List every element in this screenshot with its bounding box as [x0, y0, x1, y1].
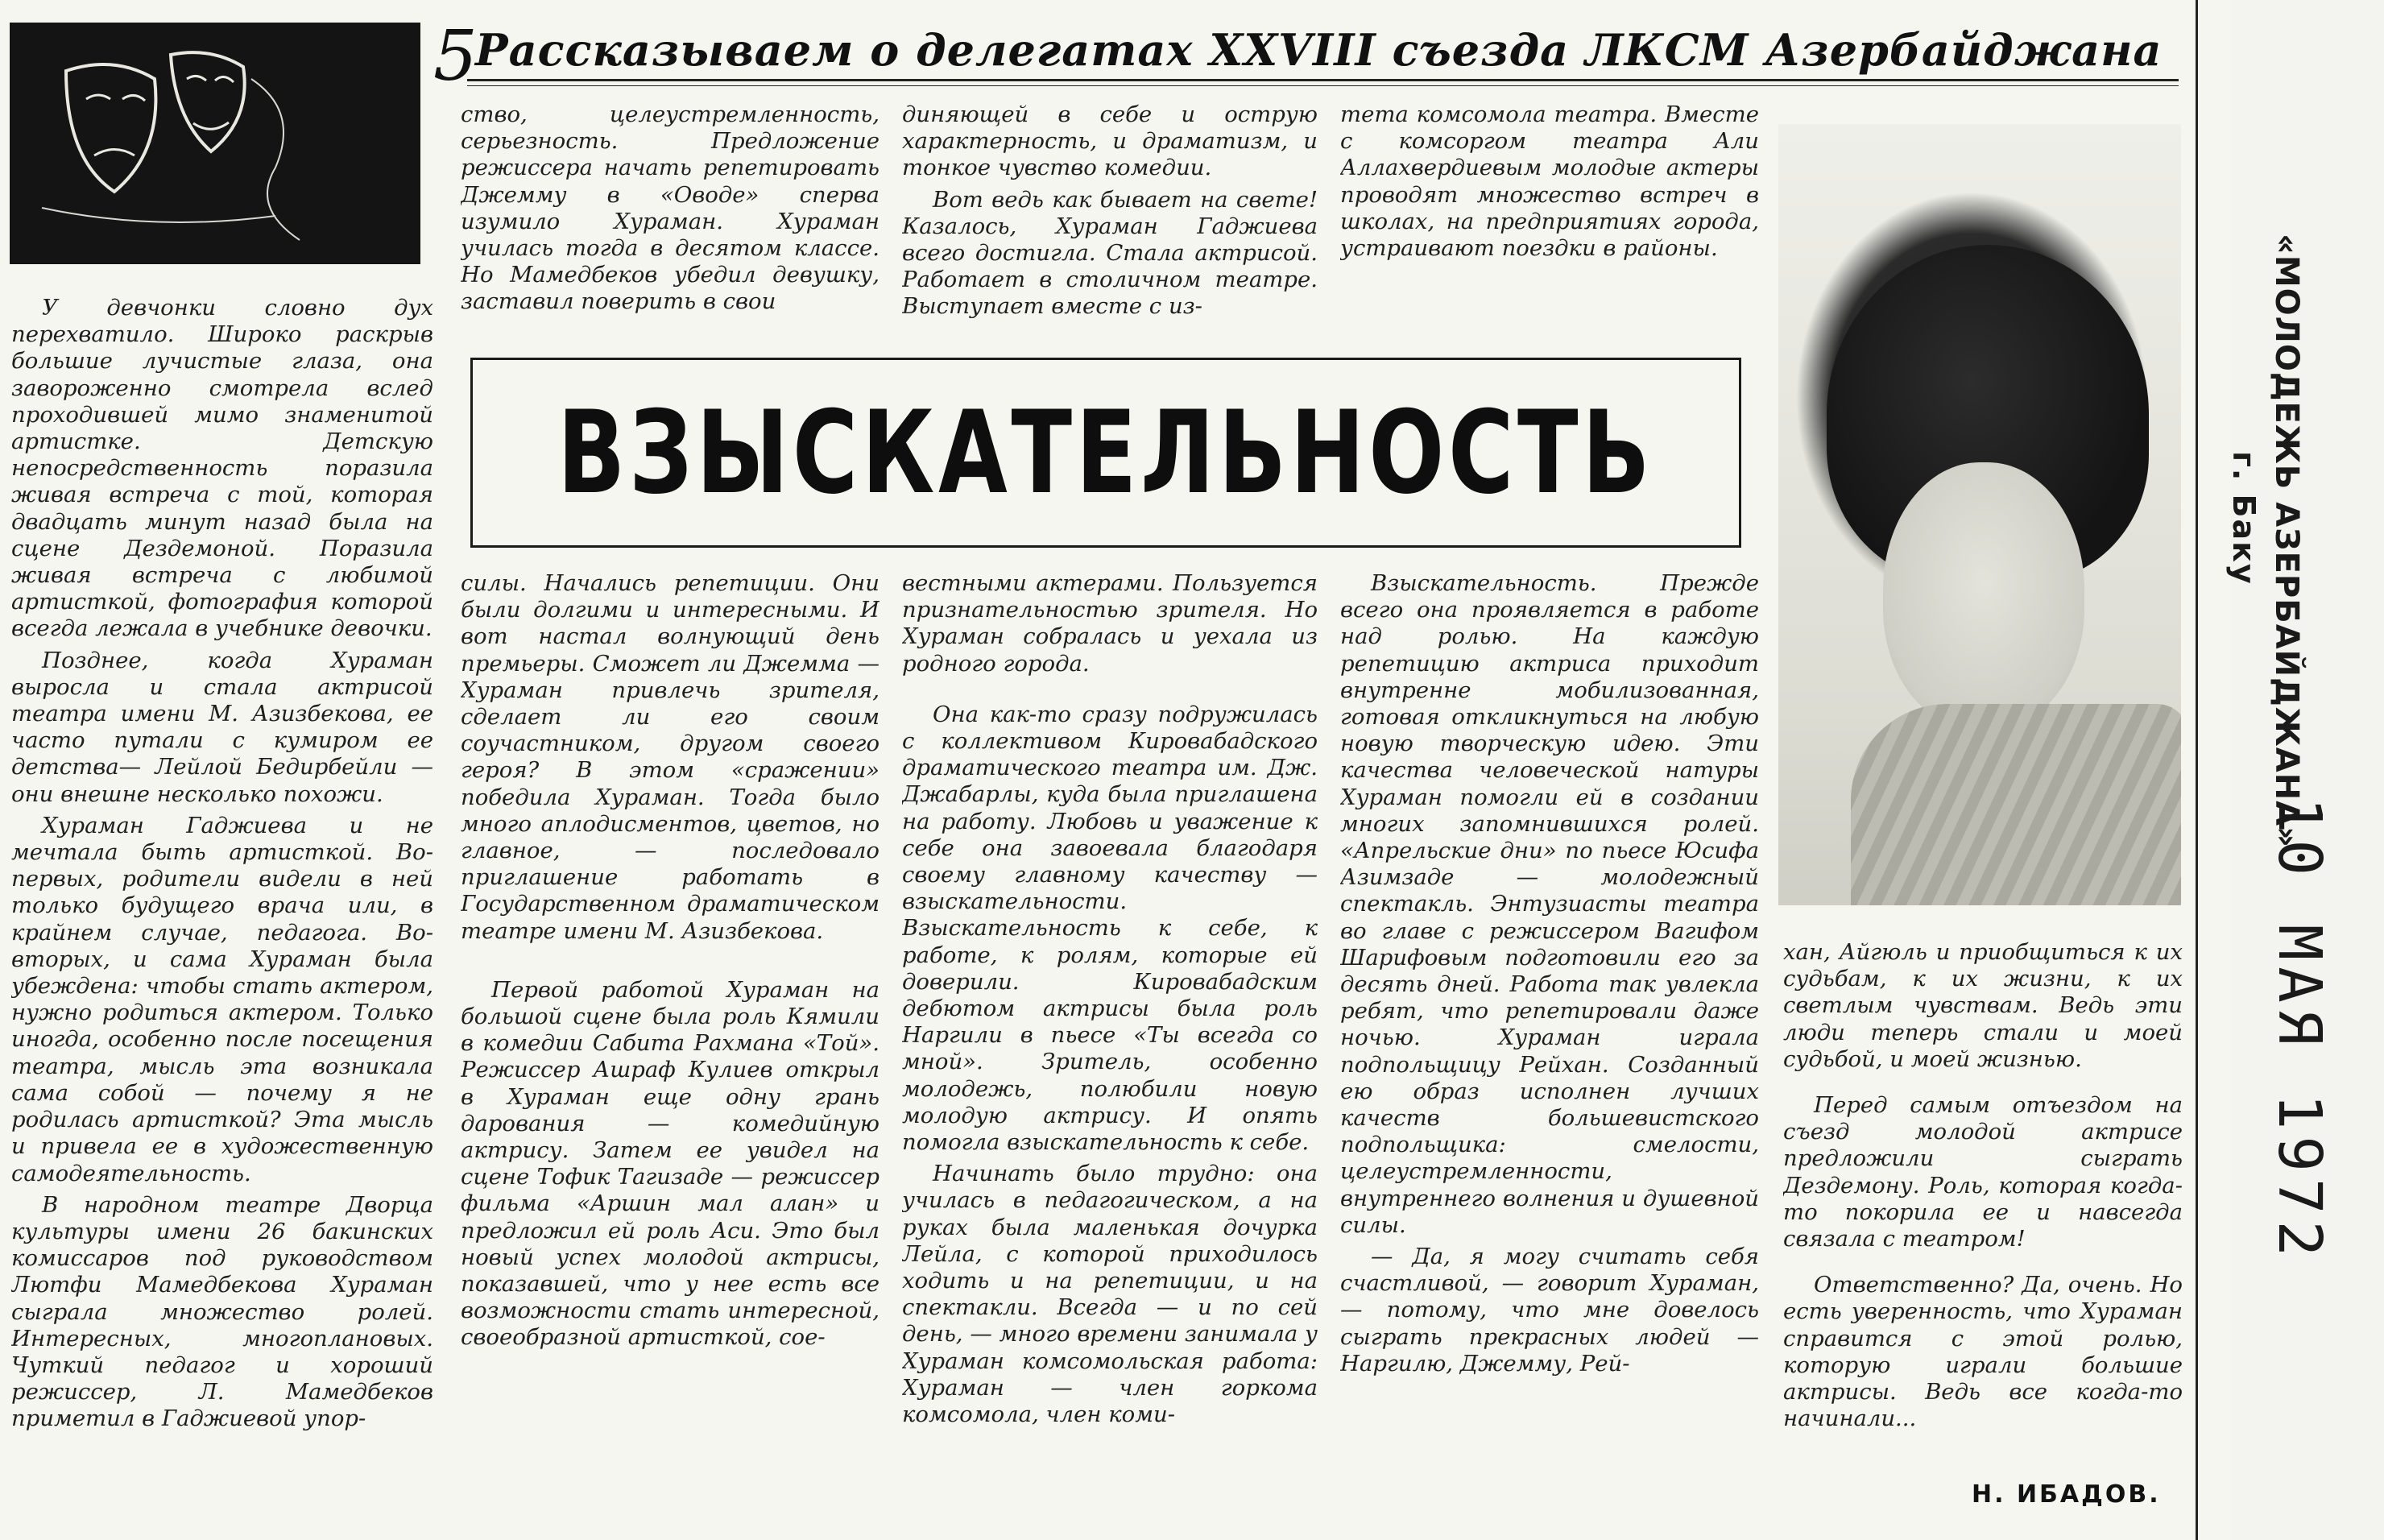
paragraph: Взыскательность. Прежде всего она проявляется в работе над ролью. На каждую репетицию актриса приходит внутренне мобилизованная, готовая откликнуться на любую новую творческую идею. Эти качества человеческой натуры Хураман помогли ей в создании многих запомнившихся ролей. «Апрельские дни» по пьесе Юсифа Азимзаде — молодежный спектакль. Энтузиасты театра во главе с режиссером Вагифом Шарифовым подготовили его за десять дней. Работа так увлекла ребят, что репетировали даже ночью. Хураман играла подпольщицу Рейхан. Созданный ею образ исполнен лучших качеств большевистского подпольщика: смелости, целеустремленности, внутреннего волнения и душевной силы. [1340, 570, 1759, 1238]
column-4 [1340, 570, 1759, 1529]
paragraph: вестными актерами. Пользуется признательностью зрителя. Но Хураман собралась и уехала из родного города. [902, 570, 1318, 677]
column-5 [1783, 939, 2183, 1471]
paragraph: Она как-то сразу подружилась с коллективом Кировабадского драматического театра им. Дж. Джабарлы, куда была приглашена на работу. Любовь и уважение к себе она завоевала благодаря своему главному качеству — взыскательности. Взыскательность к себе, к работе, к ролям, которые ей доверили. Кировабадским дебютом актрисы была роль Наргили в пьесе «Ты всегда со мной». Зритель, особенно молодежь, полюбили новую молодую актрису. И опять помогла взыскательность к себе. [902, 701, 1318, 1156]
paragraph: тета комсомола театра. Вместе с комсоргом театра Али Аллахвердиевым молодые актеры проводят множество встреч в школах, на предприятиях города, устраивают поездки в районы. [1340, 101, 1759, 262]
paragraph: силы. Начались репетиции. Они были долгими и интересными. И вот настал волнующий день премьеры. Сможет ли Джемма —Хураман привлечь зрителя, сделает ли его своим соучастником, другом своего героя? В этом «сражении» победила Хураман. Тогда было много аплодисментов, цветов, но главное, — последовало приглашение работать в Государственном драматическом театре имени М. Азизбекова. [461, 570, 880, 944]
date-stamp: 10 МАЯ 1972 [2265, 797, 2334, 1264]
paragraph: Начинать было трудно: она училась в педагогическом, а на руках была маленькая дочурка Лейла, с которой приходилось ходить и на репетиции, и на спектакли. Всегда — и по сей день, — много времени занимала у Хураман комсомольская работа: Хураман — член горкома комсомола, член коми- [902, 1161, 1318, 1428]
paragraph: хан, Айгюль и приобщиться к их судьбам, к их жизни, к их светлым чувствам. Ведь эти люди теперь стали и моей судьбой, и моей жизнью. [1783, 939, 2183, 1072]
newspaper-name-stamp: «МОЛОДЕЖЬ АЗЕРБАЙДЖАНА» [2268, 234, 2305, 848]
paragraph: Перед самым отъездом на съезд молодой актрисе предложили сыграть Дездемону. Роль, которая когда-то покорила ее и навсегда связала с театром! [1783, 1092, 2183, 1252]
header-rule-thin [467, 85, 2179, 86]
paragraph: Вот ведь как бывает на свете! Казалось, Хураман Гаджиева всего достигла. Стала актрисой. Работает в столичном театре. Выступает вместе с из- [902, 186, 1318, 320]
paragraph: диняющей в себе и острую характерность, и драматизм, и тонкое чувство комедии. [902, 101, 1318, 181]
city-stamp: г. Баку [2226, 451, 2262, 586]
paragraph: У девчонки словно дух перехватило. Широко раскрыв большие лучистые глаза, она завороженно смотрела вслед проходившей мимо знаменитой артистке. Детскую непосредственность поразила живая встреча с той, которая двадцать минут назад была на сцене Дездемоной. Поразила живая встреча с любимой артисткой, фотография которой всегда лежала в учебнике девочки. [11, 295, 433, 642]
column-2-top [461, 101, 880, 343]
theatre-masks-icon [10, 23, 420, 264]
portrait-photo [1778, 124, 2181, 905]
author-byline: Н. ИБАДОВ. [1972, 1480, 2161, 1509]
article-title: ВЗЫСКАТЕЛЬНОСТЬ [557, 386, 1654, 520]
heading-ornament: 5 [433, 16, 478, 97]
column-3 [902, 570, 1318, 1529]
column-1 [11, 295, 433, 1527]
article-title-box [470, 358, 1741, 548]
rubric-heading: Рассказываем о делегатах XXVIII съезда ЛКСМ Азербайджана [475, 24, 2163, 76]
photo-face [1883, 462, 2084, 728]
column-2 [461, 570, 880, 1529]
paragraph: ство, целеустремленность, серьезность. Предложение режиссера начать репетировать Джемму в «Оводе» сперва изумило Хураман. Хураман училась тогда в десятом классе. Но Мамедбеков убедил девушку, заставил поверить в свои [461, 101, 880, 315]
paragraph: — Да, я могу считать себя счастливой, — говорит Хураман, — потому, что мне довелось сыграть прекрасных людей — Наргилю, Джемму, Рей- [1340, 1244, 1759, 1376]
paragraph: Хураман Гаджиева и не мечтала быть артисткой. Во-первых, родители видели в ней только будущего врача или, в крайнем случае, педагога. Во-вторых, и сама Хураман была убеждена: чтобы стать актером, нужно родиться актером. Только иногда, особенно после посещения театра, мысль эта возникала сама собой — почему я не родилась артисткой? Эта мысль и привела ее в художественную самодеятельность. [11, 812, 433, 1186]
photo-scarf [1851, 704, 2181, 905]
paragraph: Позднее, когда Хураман выросла и стала актрисой театра имени М. Азизбекова, ее часто путали с кумиром ее детства— Лейлой Бедирбейли — они внешне несколько похожи. [11, 647, 433, 807]
right-border [2196, 0, 2198, 1540]
paragraph: Первой работой Хураман на большой сцене была роль Кямили в комедии Сабита Рахмана «Той». Режиссер Ашраф Кулиев открыл в Хураман еще одну грань дарования — комедийную актрису. Затем ее увидел на сцене Тофик Тагизаде — режиссер фильма «Аршин мал алан» и предложил ей роль Аси. Это был новый успех молодой актрисы, показавшей, что у нее есть все возможности стать интересной, своеобразной артисткой, сое- [461, 976, 880, 1351]
paragraph: Ответственно? Да, очень. Но есть уверенность, что Хураман справится с этой ролью, которую играли большие актрисы. Ведь все когда-то начинали... [1783, 1272, 2183, 1432]
paragraph: В народном театре Дворца культуры имени 26 бакинских комиссаров под руководством Лютфи Мамедбекова Хураман сыграла множество ролей. Интересных, многоплановых. Чуткий педагог и хороший режиссер, Л. Мамедбеков приметил в Гаджиевой упор- [11, 1191, 433, 1432]
column-4-top [1340, 101, 1759, 343]
column-3-top [902, 101, 1318, 343]
